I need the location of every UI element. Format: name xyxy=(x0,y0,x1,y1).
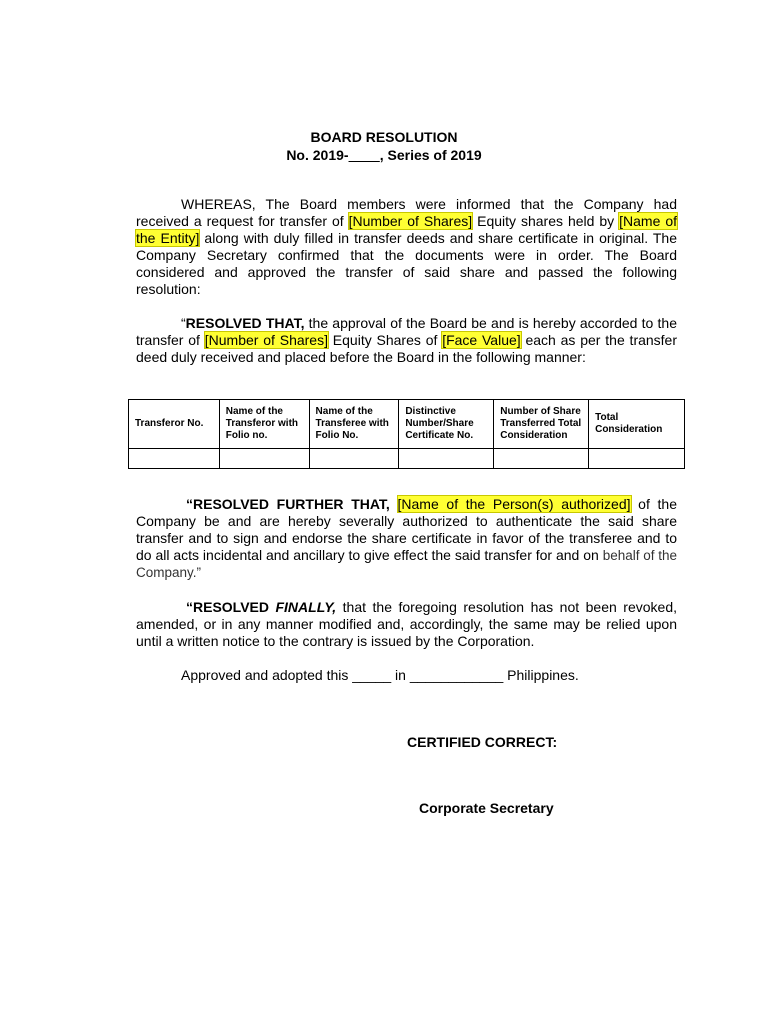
share-transfer-table xyxy=(128,399,685,469)
resolved-text-1: the approval of the Board be and is hereby accorded to the transfer of xyxy=(136,315,677,348)
whereas-text-1: WHEREAS, The Board members were informed that the Company had received a request for transfer of xyxy=(136,196,677,229)
resolution-number-blank: ____ xyxy=(348,147,380,163)
resolved-finally-text: that the foregoing resolution has not been revoked, amended, or in any manner modified and, accordingly, the same may be relied upon until a written notice to the contrary is issued by the Corporation. xyxy=(136,599,677,649)
placeholder-number-of-shares: [Number of Shares] xyxy=(348,213,473,229)
resolved-text-3: each as per the transfer deed duly received and placed before the Board in the following manner: xyxy=(136,332,678,365)
resolved-further-text-1: of the Company be and are hereby severally authorized to authenticate the said share transfer and to sign and endorse the share certificate in favor of the transferee and to do all acts incidental and ancillary to give effect the said transfer for and on xyxy=(136,496,677,563)
table-cell xyxy=(589,449,685,469)
column-header: Name of the Transferor with Folio no. xyxy=(219,400,309,449)
resolved-finally-emphasis: FINALLY, xyxy=(275,599,337,615)
whereas-text-2: Equity shares held by xyxy=(472,213,620,229)
resolved-that-paragraph xyxy=(136,315,677,366)
placeholder-authorized-person: [Name of the Person(s) authorized] xyxy=(397,496,631,512)
document-title: BOARD RESOLUTION xyxy=(310,129,458,145)
resolution-number xyxy=(0,146,768,164)
resolved-finally-label: “RESOLVED xyxy=(186,599,276,615)
signatory-title: Corporate Secretary xyxy=(419,800,554,816)
column-header: Name of the Transferee with Folio No. xyxy=(309,400,399,449)
table-cell xyxy=(129,449,220,469)
whereas-paragraph xyxy=(136,196,677,298)
whereas-text-3: along with duly filled in transfer deeds and share certificate in original. The Company Secretary confirmed that the documents were in order. The Board considered and approved the transfer of said share and passed the following resolution: xyxy=(136,230,677,297)
resolved-further-text-2: behalf of the Company.” xyxy=(136,548,677,580)
resolved-text-2: Equity Shares of xyxy=(328,332,443,348)
column-header: Distinctive Number/Share Certificate No. xyxy=(399,400,494,449)
resolved-open-quote: “ xyxy=(181,315,186,331)
table-cell xyxy=(219,449,309,469)
column-header: Number of Share Transferred Total Consideration xyxy=(494,400,589,449)
placeholder-face-value: [Face Value] xyxy=(442,332,521,348)
table-row xyxy=(129,449,685,469)
table-cell xyxy=(399,449,494,469)
certified-correct-label: CERTIFIED CORRECT: xyxy=(407,734,558,750)
resolved-that-label: RESOLVED THAT, xyxy=(185,315,305,331)
placeholder-number-of-shares-2: [Number of Shares] xyxy=(204,332,328,348)
table-cell xyxy=(494,449,589,469)
resolved-further-paragraph xyxy=(136,496,677,581)
placeholder-entity-name: [Name of the Entity] xyxy=(136,213,677,246)
column-header: Total Consideration xyxy=(589,400,685,449)
approval-line: Approved and adopted this _____ in ____________ Philippines. xyxy=(181,667,579,683)
table-cell xyxy=(309,449,399,469)
resolved-further-label: “RESOLVED FURTHER THAT, xyxy=(186,496,390,512)
resolution-series: , Series of 2019 xyxy=(379,147,482,163)
resolved-finally-paragraph xyxy=(136,599,677,650)
resolution-number-prefix: No. 2019- xyxy=(286,147,349,163)
table-header-row xyxy=(129,400,685,449)
column-header: Transferor No. xyxy=(129,400,220,449)
